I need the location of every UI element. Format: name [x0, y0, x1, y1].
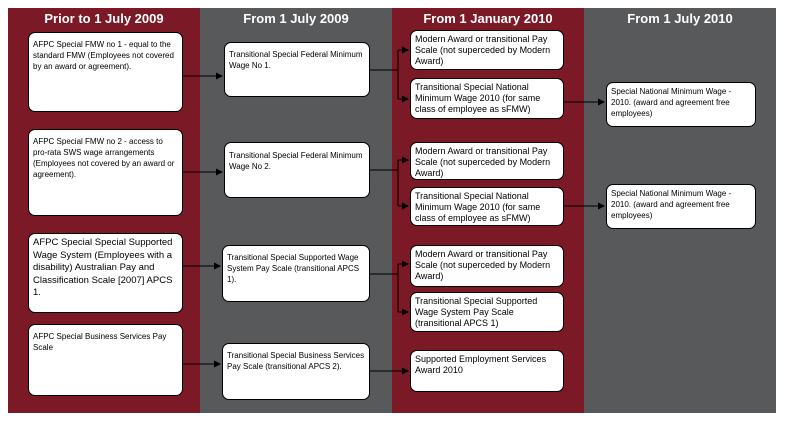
box-special-sws: AFPC Special Special Supported Wage System (Employees with a disability) Australian Pay and Classification Scale [2007] APCS 1.	[28, 233, 183, 313]
box-business-services: AFPC Special Business Services Pay Scale	[28, 324, 183, 396]
box-special-fmw-2: AFPC Special FMW no 2 - access to pro-rata SWS wage arrangements (Employees not covered by an award or agreement).	[28, 129, 183, 216]
box-transitional-fmw-1: Transitional Special Federal Minimum Wage No 1.	[224, 42, 370, 97]
box-snmw-2010-2: Special National Minimum Wage - 2010. (award and agreement free employees)	[606, 184, 756, 229]
box-special-fmw-1: AFPC Special FMW no 1 - equal to the standard FMW (Employees not covered by an award or agreement).	[28, 32, 183, 112]
box-transitional-sws-2010: Transitional Special Supported Wage System Pay Scale (transitional APCS 1)	[410, 292, 564, 332]
box-transitional-snmw-1: Transitional Special National Minimum Wage 2010 (for same class of employee as sFMW)	[410, 78, 564, 119]
box-transitional-fmw-2: Transitional Special Federal Minimum Wage No 2.	[224, 142, 370, 198]
box-snmw-2010-1: Special National Minimum Wage - 2010. (award and agreement free employees)	[606, 82, 756, 127]
box-transitional-business-services: Transitional Special Business Services Pay Scale (transitional APCS 2).	[222, 343, 370, 400]
box-supported-employment-award: Supported Employment Services Award 2010	[410, 350, 564, 392]
column-header-prior-2009: Prior to 1 July 2009	[44, 11, 164, 26]
box-modern-award-1: Modern Award or transitional Pay Scale (not superceded by Modern Award)	[410, 30, 564, 70]
box-modern-award-3: Modern Award or transitional Pay Scale (not superceded by Modern Award)	[410, 245, 564, 287]
box-modern-award-2: Modern Award or transitional Pay Scale (not superceded by Modern Award)	[410, 142, 564, 180]
column-header-jul-2010: From 1 July 2010	[627, 11, 733, 26]
column-header-jul-2009: From 1 July 2009	[243, 11, 349, 26]
box-transitional-sws: Transitional Special Supported Wage System Pay Scale (transitional APCS 1).	[222, 245, 370, 302]
column-header-jan-2010: From 1 January 2010	[423, 11, 553, 26]
box-transitional-snmw-2: Transitional Special National Minimum Wage 2010 (for same class of employee as sFMW)	[410, 187, 564, 226]
